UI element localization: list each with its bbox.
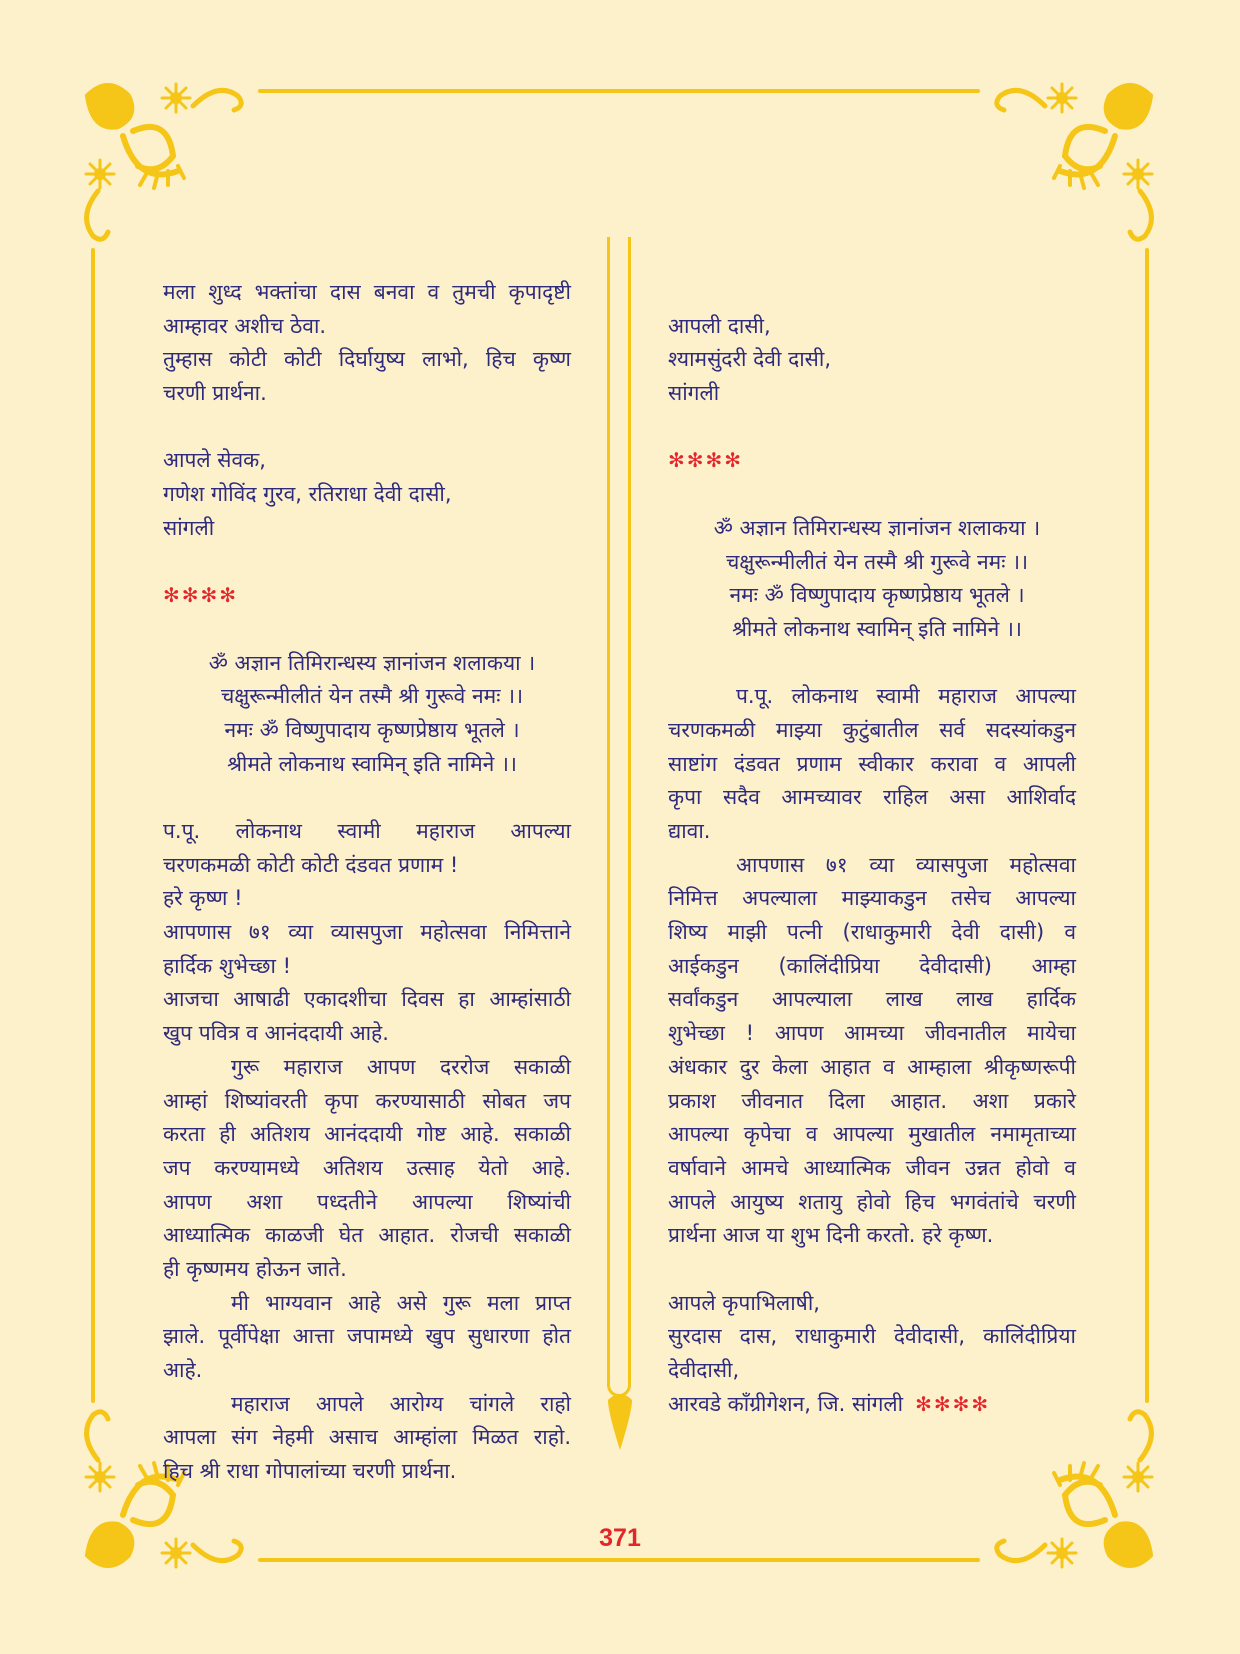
text-line: निमित्त अपल्याला माझ्याकडुन तसेच आपल्या <box>668 886 1076 911</box>
text-line: हरे कृष्ण ! <box>163 886 243 911</box>
pendant-ornament <box>606 1392 634 1452</box>
border-bottom-line <box>258 1558 980 1562</box>
page-number: 371 <box>599 1524 641 1552</box>
blank-line <box>668 276 1076 310</box>
blank-line <box>163 613 571 647</box>
text-line: महाराज आपले आरोग्य चांगले राहो <box>231 1391 571 1416</box>
text-line: जप करण्यामध्ये अतिशय उत्साह येतो आहे. <box>163 1155 571 1180</box>
border-top-line <box>258 89 980 93</box>
star-separator-icon: ✻✻✻✻ <box>915 1391 991 1416</box>
text-line: शुभेच्छा ! आपण आमच्या जीवनातील मायेचा <box>668 1021 1076 1046</box>
column-divider <box>607 237 631 1397</box>
text-line: झाले. पूर्वीपेक्षा आत्ता जपामध्ये खुप सुधारणा होत <box>163 1324 571 1349</box>
text-line: द्यावा. <box>668 819 711 843</box>
text-line: आपणास ७१ व्या व्यासपुजा महोत्सवा <box>736 852 1076 877</box>
text-line: आम्हावर अशीच ठेवा. <box>163 313 327 338</box>
text-line: सुरदास दास, राधाकुमारी देवीदासी, कालिंदीप्रिया <box>668 1324 1076 1349</box>
text-line: हार्दिक शुभेच्छा ! <box>163 953 292 978</box>
text-line: गणेश गोविंद गुरव, रतिराधा देवी दासी, <box>163 482 452 507</box>
blank-line <box>668 647 1076 681</box>
text-line: तुम्हास कोटी कोटी दिर्घायुष्य लाभो, हिच कृष्ण <box>163 347 571 372</box>
verse-line: चक्षुरून्मीलीतं येन तस्मै श्री गुरूवे नमः ।। <box>725 549 1029 574</box>
text-line: खुप पवित्र व आनंददायी आहे. <box>163 1021 389 1046</box>
verse-line: नमः ॐ विष्णुपादाय कृष्णप्रेष्ठाय भूतले । <box>729 583 1025 608</box>
text-line: अंधकार दुर केला आहात व आम्हाला श्रीकृष्णरूपी <box>668 1054 1076 1079</box>
blank-line <box>163 411 571 445</box>
blank-line <box>668 1253 1076 1287</box>
text-line: करता ही अतिशय आनंददायी गोष्ट आहे. सकाळी <box>163 1122 571 1147</box>
text-line: मला शुध्द भक्तांचा दास बनवा व तुमची कृपादृष्टी <box>163 280 571 304</box>
text-line: चरणी प्रार्थना. <box>163 381 267 406</box>
verse-line: ॐ अज्ञान तिमिरान्धस्य ज्ञानांजन शलाकया । <box>713 515 1041 540</box>
text-line: चरणकमळी माझ्या कुटुंबातील सर्व सदस्यांकडुन <box>668 717 1076 742</box>
text-line: श्यामसुंदरी देवी दासी, <box>668 347 831 372</box>
text-line: साष्टांग दंडवत प्रणाम स्वीकार करावा व आपली <box>668 751 1076 776</box>
verse-line: ॐ अज्ञान तिमिरान्धस्य ज्ञानांजन शलाकया । <box>208 650 536 675</box>
text-line: कृपा सदैव आमच्यावर राहिल असा आशिर्वाद <box>668 785 1076 810</box>
blank-line <box>163 546 571 580</box>
border-right-line <box>1145 248 1149 1403</box>
verse-line: चक्षुरून्मीलीतं येन तस्मै श्री गुरूवे नमः ।। <box>220 684 524 709</box>
right-column <box>668 276 1076 1421</box>
text-line-content: आरवडे कॉंग्रीगेशन, जि. सांगली <box>668 1391 904 1416</box>
text-line: आपले कृपाभिलाषी, <box>668 1290 820 1315</box>
text-line: गुरू महाराज आपण दररोज सकाळी <box>231 1054 571 1079</box>
text-line: देवीदासी, <box>668 1358 740 1382</box>
text-line: आईकडुन (कालिंदीप्रिया देवीदासी) आम्हा <box>668 953 1076 978</box>
text-line: प्रार्थना आज या शुभ दिनी करतो. हरे कृष्ण. <box>668 1223 994 1248</box>
text-line: शिष्य माझी पत्नी (राधाकुमारी देवी दासी) व <box>668 920 1076 945</box>
verse-line: नमः ॐ विष्णुपादाय कृष्णप्रेष्ठाय भूतले । <box>224 717 520 742</box>
text-line: मी भाग्यवान आहे असे गुरू मला प्राप्त <box>231 1290 571 1315</box>
text-line: चरणकमळी कोटी कोटी दंडवत प्रणाम ! <box>163 852 459 877</box>
blank-line <box>163 781 571 815</box>
text-line: प.पू. लोकनाथ स्वामी महाराज आपल्या <box>163 819 571 843</box>
text-line: आम्हां शिष्यांवरती कृपा करण्यासाठी सोबत जप <box>163 1088 571 1113</box>
text-line: प.पू. लोकनाथ स्वामी महाराज आपल्या <box>736 684 1076 709</box>
text-line: आपण अशा पध्दतीने आपल्या शिष्यांची <box>163 1189 571 1214</box>
text-line <box>668 1388 1076 1422</box>
text-line: आजचा आषाढी एकादशीचा दिवस हा आम्हांसाठी <box>163 987 571 1012</box>
text-line: आपले सेवक, <box>163 448 266 473</box>
text-line: वर्षावाने आमचे आध्यात्मिक जीवन उन्नत होवो व <box>668 1155 1076 1180</box>
text-line: हिच श्री राधा गोपालांच्या चरणी प्रार्थना. <box>163 1459 457 1484</box>
text-line: आपली दासी, <box>668 313 771 338</box>
text-line: सांगली <box>163 515 215 540</box>
text-line: आपणास ७१ व्या व्यासपुजा महोत्सवा निमित्ताने <box>163 920 571 945</box>
section-separator <box>163 579 571 613</box>
text-line: आहे. <box>163 1358 203 1382</box>
border-left-line <box>91 248 95 1403</box>
verse-line: श्रीमते लोकनाथ स्वामिन् इति नामिने ।। <box>227 751 517 776</box>
star-separator-icon: ✻✻✻✻ <box>163 583 239 608</box>
corner-ornament-top-right <box>985 76 1160 251</box>
text-line: सर्वांकडुन आपल्याला लाख लाख हार्दिक <box>668 987 1076 1012</box>
blank-line <box>668 478 1076 512</box>
blank-line <box>668 411 1076 445</box>
star-separator-icon: ✻✻✻✻ <box>668 448 744 473</box>
section-separator <box>668 444 1076 478</box>
text-line: प्रकाश जीवनात दिला आहात. अशा प्रकारे <box>668 1088 1076 1113</box>
left-column <box>163 276 571 1489</box>
text-line: सांगली <box>668 381 720 406</box>
text-line: आपल्या कृपेचा व आपल्या मुखातील नमामृताच्या <box>668 1122 1076 1147</box>
corner-ornament-top-left <box>78 76 253 251</box>
text-line: आध्यात्मिक काळजी घेत आहात. रोजची सकाळी <box>163 1223 571 1248</box>
text-line: ही कृष्णमय होऊन जाते. <box>163 1256 347 1281</box>
text-line: आपले आयुष्य शतायु होवो हिच भगवंतांचे चरणी <box>668 1189 1076 1214</box>
verse-line: श्रीमते लोकनाथ स्वामिन् इति नामिने ।। <box>732 616 1022 641</box>
text-line: आपला संग नेहमी असाच आम्हांला मिळत राहो. <box>163 1425 571 1450</box>
